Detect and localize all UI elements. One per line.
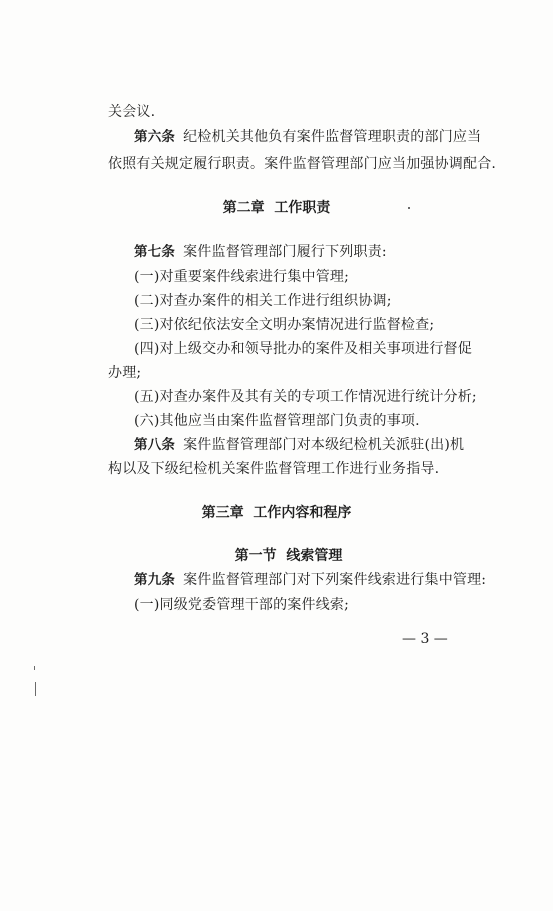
list-item — [134, 388, 489, 406]
line-text: 关会议. — [108, 104, 156, 120]
list-item — [134, 596, 489, 614]
chapter-heading: 第三章 工作内容和程序 — [201, 505, 352, 521]
line-text: (三)对依纪依法安全文明办案情况进行监督检查; — [134, 317, 435, 333]
text-line — [108, 103, 463, 121]
text-line — [108, 460, 463, 478]
article-6-line — [134, 128, 489, 146]
article-label: 第八条 — [134, 437, 176, 453]
list-item — [134, 340, 489, 358]
line-text: (六)其他应当由案件监督管理部门负责的事项. — [134, 413, 420, 429]
article-7-line — [134, 243, 489, 261]
list-item — [134, 412, 489, 430]
line-text: 依照有关规定履行职责。案件监督管理部门应当加强协调配合. — [108, 156, 497, 172]
line-text: 案件监督管理部门对本级纪检机关派驻(出)机 — [183, 437, 465, 453]
line-text: (二)对查办案件的相关工作进行组织协调; — [134, 293, 392, 309]
section-heading: 第一节 线索管理 — [234, 548, 343, 564]
line-text: 案件监督管理部门履行下列职责: — [183, 244, 387, 260]
line-text: 构以及下级纪检机关案件监督管理工作进行业务指导. — [108, 461, 440, 477]
line-text: 案件监督管理部门对下列案件线索进行集中管理: — [183, 572, 487, 588]
line-text: 纪检机关其他负有案件监督管理职责的部门应当 — [183, 129, 482, 145]
article-9-line — [134, 571, 489, 589]
article-label: 第六条 — [134, 129, 176, 145]
text-line — [108, 364, 463, 382]
list-item — [134, 292, 489, 310]
list-item — [134, 268, 489, 286]
line-text: (五)对查办案件及其有关的专项工作情况进行统计分析; — [134, 389, 477, 405]
scan-speck — [408, 207, 410, 209]
line-text: (一)对重要案件线索进行集中管理; — [134, 269, 350, 285]
article-label: 第七条 — [134, 244, 176, 260]
page-number: — 3 — — [402, 631, 448, 647]
text-line — [108, 155, 497, 173]
article-label: 第九条 — [134, 572, 176, 588]
scan-speck — [34, 666, 35, 670]
scan-speck — [35, 682, 36, 696]
list-item — [134, 316, 489, 334]
chapter-heading: 第二章 工作职责 — [222, 200, 331, 216]
line-text: (一)同级党委管理干部的案件线索; — [134, 597, 350, 613]
line-text: 办理; — [108, 365, 142, 381]
line-text: (四)对上级交办和领导批办的案件及相关事项进行督促 — [134, 341, 472, 357]
article-8-line — [134, 436, 489, 454]
